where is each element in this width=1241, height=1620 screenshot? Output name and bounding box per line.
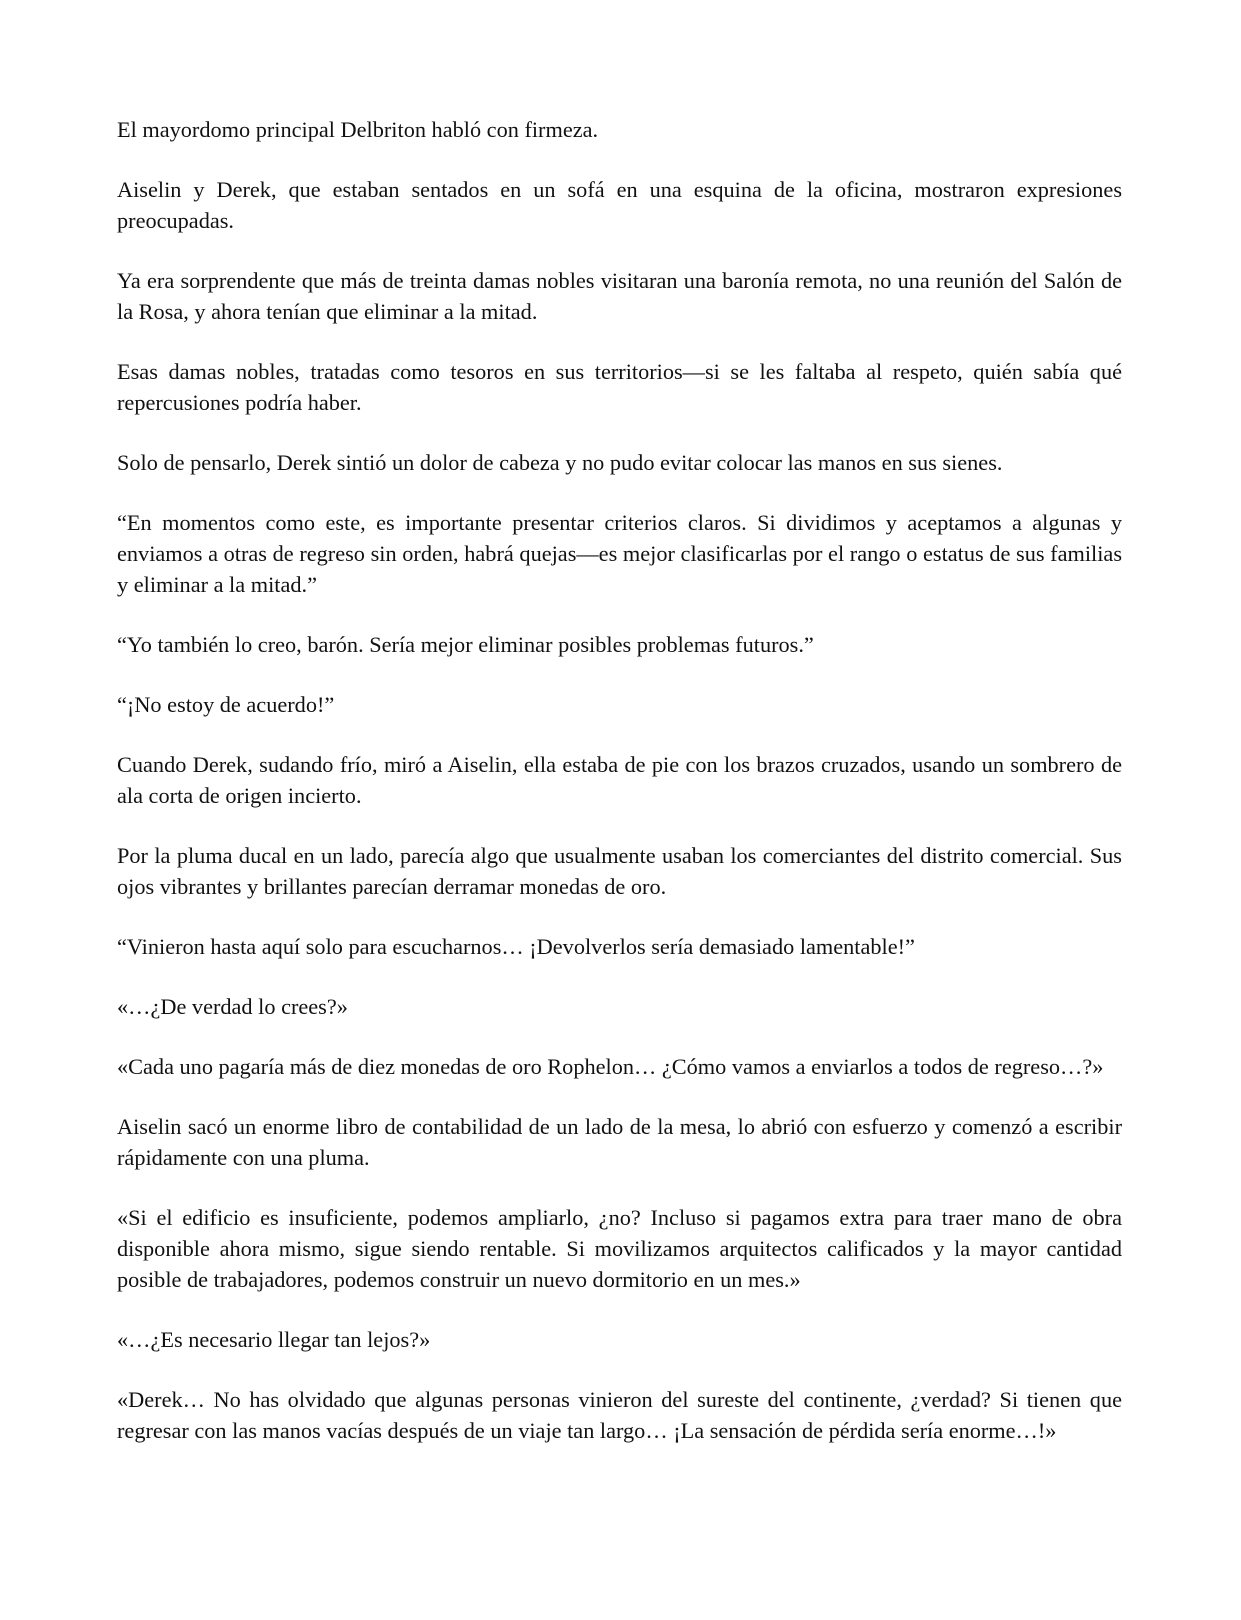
paragraph: Aiselin y Derek, que estaban sentados en un sofá en una esquina de la oficina, mostraron expresiones preocupadas.	[117, 177, 1122, 233]
paragraph: “Yo también lo creo, barón. Sería mejor eliminar posibles problemas futuros.”	[117, 632, 814, 657]
paragraph: “Vinieron hasta aquí solo para escucharnos… ¡Devolverlos sería demasiado lamentable!”	[117, 934, 915, 959]
paragraph: «Si el edificio es insuficiente, podemos ampliarlo, ¿no? Incluso si pagamos extra para traer mano de obra disponible ahora mismo, sigue siendo rentable. Si movilizamos arquitectos calificados y la mayor cantidad posible de trabajadores, podemos construir un nuevo dormitorio en un mes.»	[117, 1205, 1122, 1292]
paragraph: Por la pluma ducal en un lado, parecía algo que usualmente usaban los comerciantes del distrito comercial. Sus ojos vibrantes y brillantes parecían derramar monedas de oro.	[117, 843, 1122, 899]
document-page	[117, 114, 1122, 1446]
paragraph: «Cada uno pagaría más de diez monedas de oro Rophelon… ¿Cómo vamos a enviarlos a todos de regreso…?»	[117, 1054, 1104, 1079]
paragraph: «Derek… No has olvidado que algunas personas vinieron del sureste del continente, ¿verdad? Si tienen que regresar con las manos vacías después de un viaje tan largo… ¡La sensación de pérdida sería enorme…!»	[117, 1387, 1122, 1443]
paragraph: «…¿Es necesario llegar tan lejos?»	[117, 1327, 431, 1352]
paragraph: Ya era sorprendente que más de treinta damas nobles visitaran una baronía remota, no una reunión del Salón de la Rosa, y ahora tenían que eliminar a la mitad.	[117, 268, 1122, 324]
paragraph: Cuando Derek, sudando frío, miró a Aiselin, ella estaba de pie con los brazos cruzados, usando un sombrero de ala corta de origen incierto.	[117, 752, 1122, 808]
paragraph: “¡No estoy de acuerdo!”	[117, 692, 335, 717]
paragraph: “En momentos como este, es importante presentar criterios claros. Si dividimos y aceptamos a algunas y enviamos a otras de regreso sin orden, habrá quejas—es mejor clasificarlas por el rango o estatus de sus familias y eliminar a la mitad.”	[117, 510, 1122, 597]
paragraph: Esas damas nobles, tratadas como tesoros en sus territorios—si se les faltaba al respeto, quién sabía qué repercusiones podría haber.	[117, 359, 1122, 415]
paragraph: El mayordomo principal Delbriton habló con firmeza.	[117, 117, 599, 142]
paragraph: Solo de pensarlo, Derek sintió un dolor de cabeza y no pudo evitar colocar las manos en sus sienes.	[117, 450, 1003, 475]
paragraph: Aiselin sacó un enorme libro de contabilidad de un lado de la mesa, lo abrió con esfuerzo y comenzó a escribir rápidamente con una pluma.	[117, 1114, 1122, 1170]
paragraph: «…¿De verdad lo crees?»	[117, 994, 348, 1019]
